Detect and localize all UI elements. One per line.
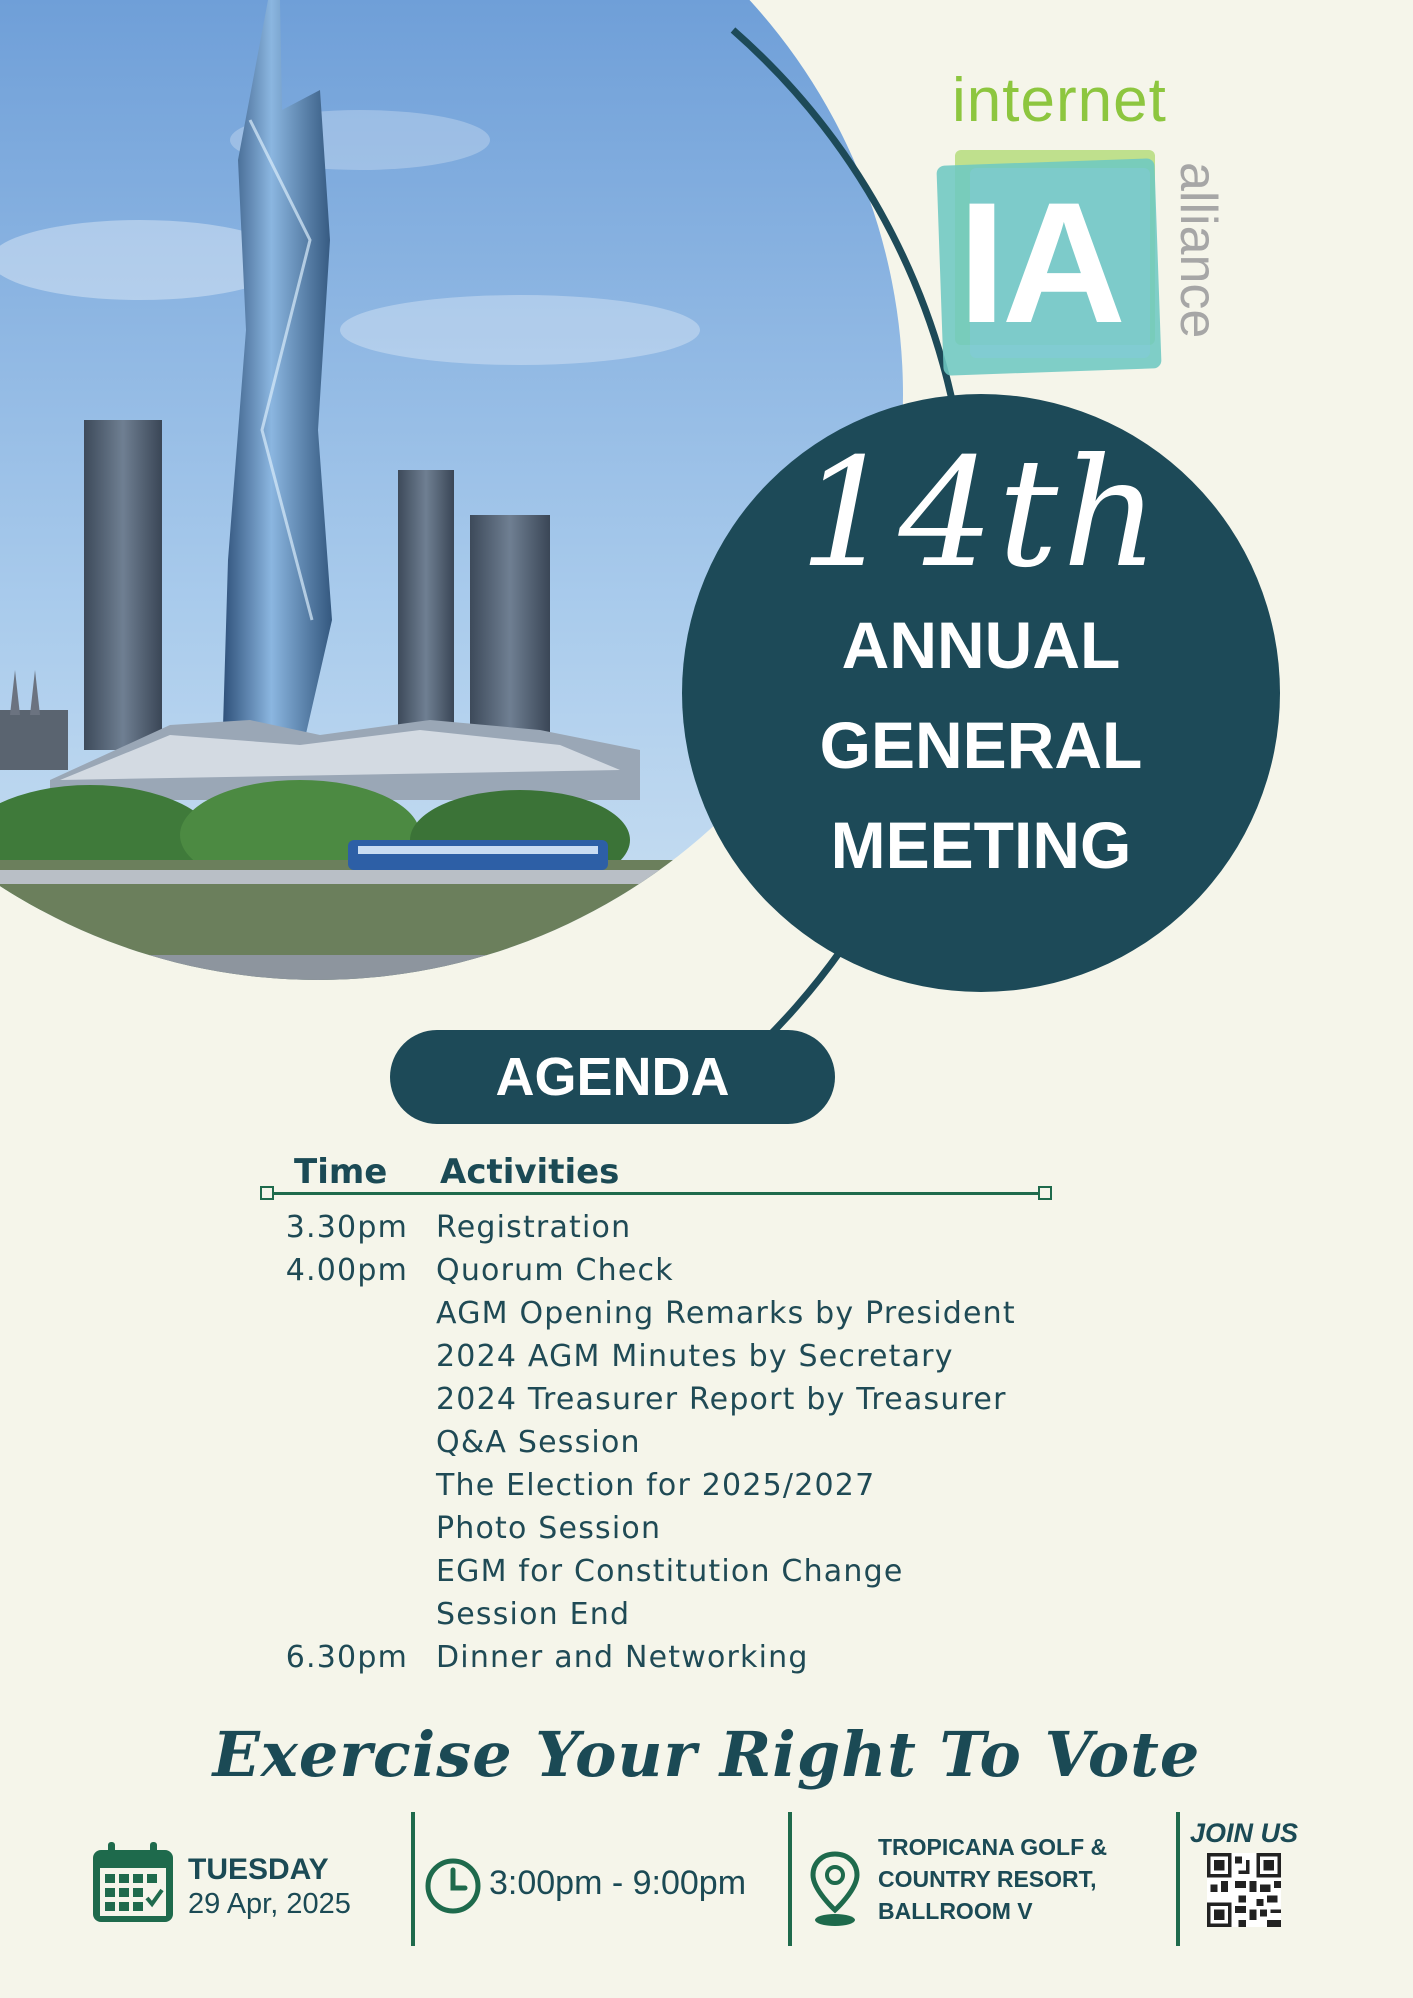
agenda-row-activity: 2024 Treasurer Report by Treasurer: [436, 1382, 1007, 1417]
event-time: 3:00pm - 9:00pm: [489, 1864, 747, 1902]
event-day: TUESDAY: [188, 1853, 329, 1886]
agenda-row-activity: Q&A Session: [436, 1425, 641, 1460]
clock-icon: [424, 1857, 482, 1915]
join-us-label: JOIN US: [1190, 1818, 1299, 1848]
event-date: 29 Apr, 2025: [188, 1888, 351, 1920]
agenda-row-activity: Photo Session: [436, 1511, 662, 1546]
logo-letters: IA: [958, 167, 1122, 359]
agenda-row-activity: Dinner and Networking: [436, 1640, 809, 1675]
agenda-row-activity: AGM Opening Remarks by President: [436, 1296, 1016, 1331]
logo-word-internet: internet: [952, 66, 1167, 135]
internet-alliance-logo: [940, 66, 1260, 390]
agenda-row-time: 3.30pm: [285, 1210, 408, 1245]
agenda-row-activity: Registration: [436, 1210, 632, 1245]
rule-end-left: [260, 1186, 274, 1200]
title-meeting: MEETING: [830, 808, 1132, 882]
title-circle: [682, 394, 1280, 992]
agenda-heading-pill: [390, 1030, 835, 1124]
qr-code-icon[interactable]: [1207, 1853, 1281, 1927]
agenda-row-activity: 2024 AGM Minutes by Secretary: [436, 1339, 954, 1374]
venue-line-3: BALLROOM V: [878, 1898, 1033, 1924]
agenda-row-time: 4.00pm: [285, 1253, 408, 1288]
footer-divider: [411, 1812, 415, 1946]
agenda-row-activity: Session End: [436, 1597, 631, 1632]
agenda-row-activity: EGM for Constitution Change: [436, 1554, 904, 1589]
agenda-row-activity: Quorum Check: [436, 1253, 674, 1288]
footer-divider: [788, 1812, 792, 1946]
agenda-col-time: Time: [294, 1152, 388, 1192]
logo-word-alliance: alliance: [1169, 162, 1227, 339]
location-pin-icon: [805, 1848, 865, 1928]
agenda-row-time: 6.30pm: [285, 1640, 408, 1675]
title-general: GENERAL: [819, 708, 1143, 782]
venue-line-1: TROPICANA GOLF &: [878, 1834, 1108, 1860]
vote-tagline: Exercise Your Right To Vote: [212, 1718, 1201, 1791]
venue-line-2: COUNTRY RESORT,: [878, 1866, 1097, 1892]
rule-end-right: [1038, 1186, 1052, 1200]
calendar-icon: [90, 1840, 176, 1926]
agenda-heading: AGENDA: [495, 1047, 730, 1107]
agenda-header-rule: [266, 1192, 1046, 1195]
ordinal-heading: 14th: [799, 427, 1163, 601]
agenda-col-activities: Activities: [440, 1152, 620, 1192]
agenda-row-activity: The Election for 2025/2027: [436, 1468, 876, 1503]
footer-divider: [1176, 1812, 1180, 1946]
title-annual: ANNUAL: [841, 608, 1121, 682]
